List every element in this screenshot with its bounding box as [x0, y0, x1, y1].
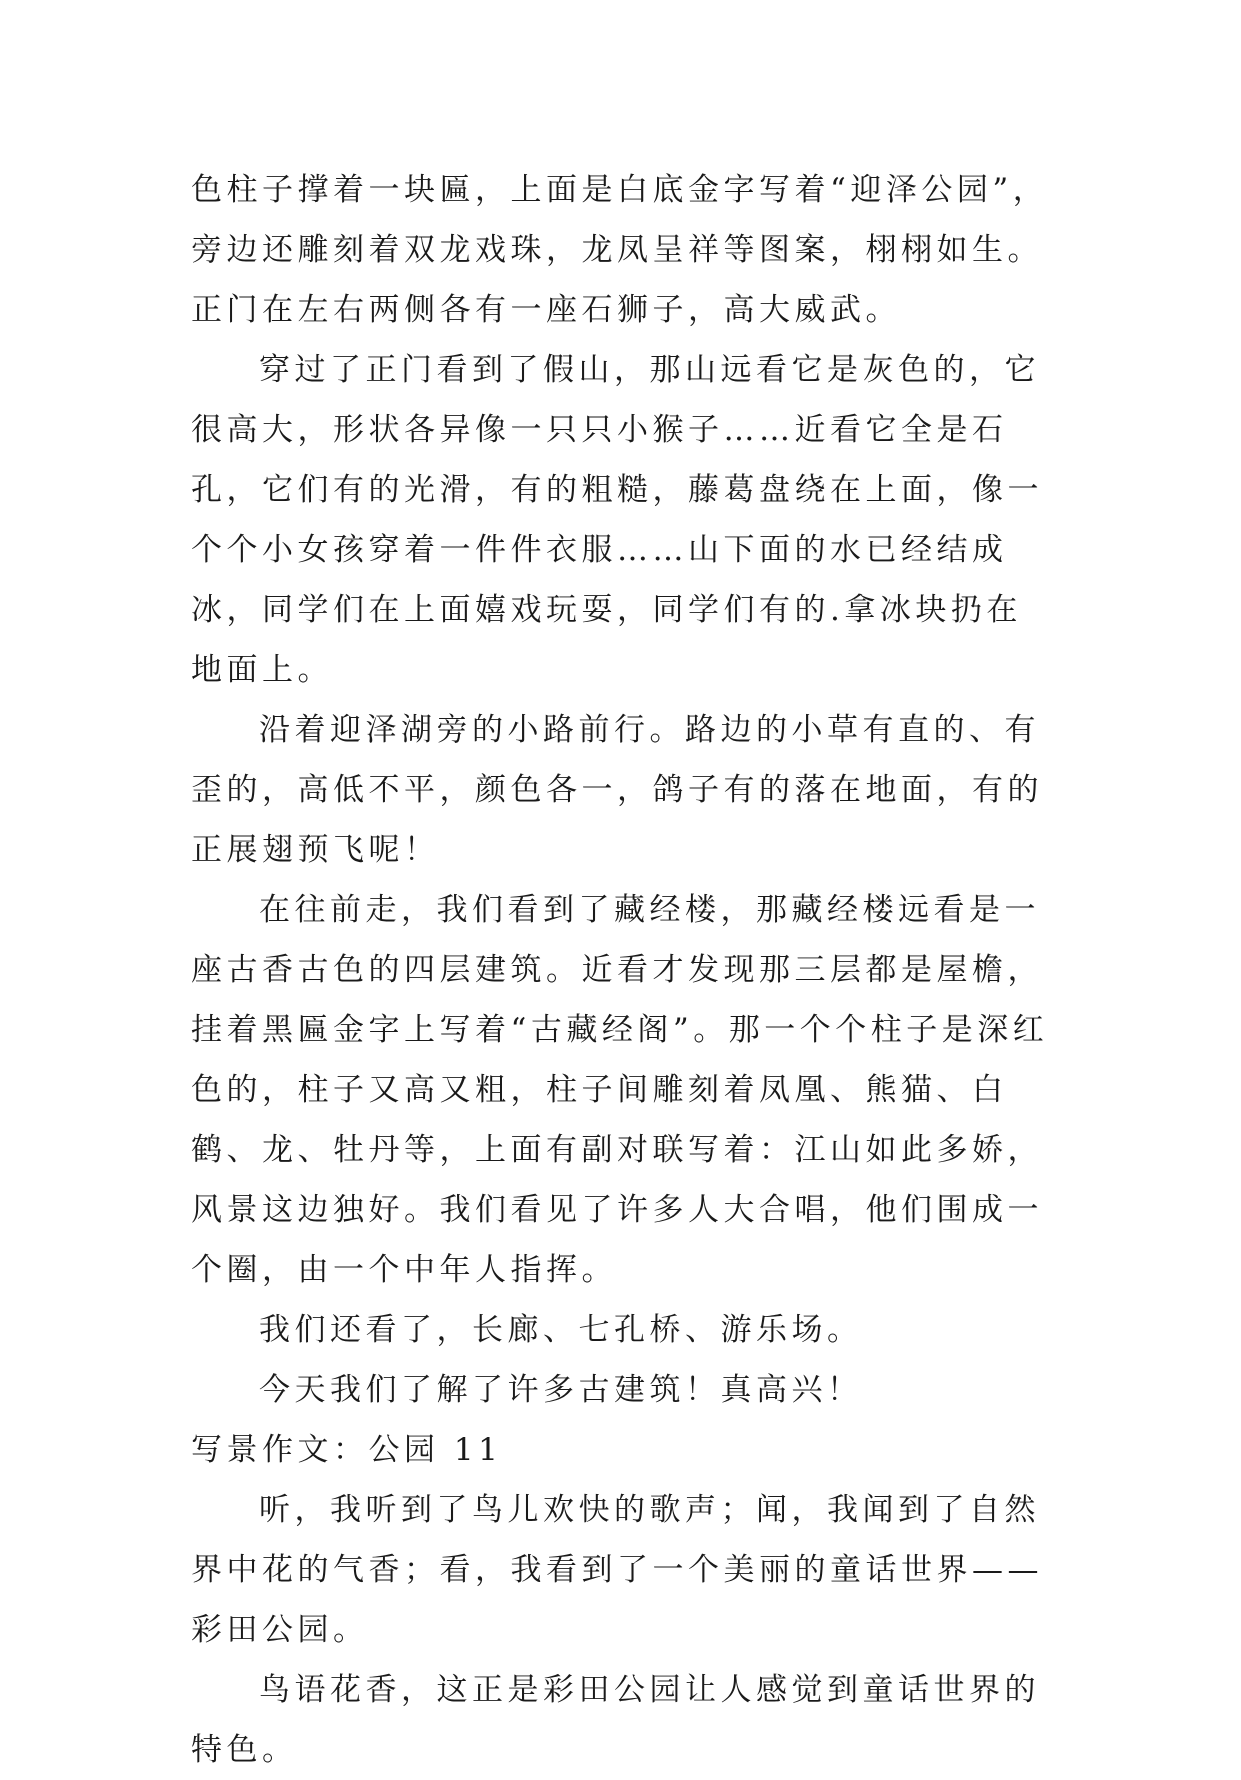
- paragraph-feature: 鸟语花香，这正是彩田公园让人感觉到童话世界的特色。: [191, 1672, 1040, 1768]
- paragraph-gate-description: 色柱子撑着一块匾，上面是白底金字写着“迎泽公园”，旁边还雕刻着双龙戏珠，龙凤呈祥等图案，栩栩如生。正门在左右两侧各有一座石狮子，高大威武。: [191, 172, 1049, 328]
- paragraph-rockery: 穿过了正门看到了假山，那山远看它是灰色的，它很高大，形状各异像一只只小猴子……近看它全是石孔，它们有的光滑，有的粗糙，藤葛盘绕在上面，像一个个小女孩穿着一件件衣服……山下面的水已经结成冰，同学们在上面嬉戏玩耍，同学们有的.拿冰块扔在地面上。: [191, 352, 1043, 688]
- paragraph-sutra-pavilion: 在往前走，我们看到了藏经楼，那藏经楼远看是一座古香古色的四层建筑。近看才发现那三层都是屋檐，挂着黑匾金字上写着“古藏经阁”。那一个个柱子是深红色的，柱子又高又粗，柱子间雕刻着凤凰、熊猫、白鹤、龙、牡丹等，上面有副对联写着：江山如此多娇，风景这边独好。我们看见了许多人大合唱，他们围成一个圈，由一个中年人指挥。: [191, 892, 1049, 1288]
- document-body: [191, 160, 1051, 1780]
- paragraph-lake-path: 沿着迎泽湖旁的小路前行。路边的小草有直的、有歪的，高低不平，颜色各一，鸽子有的落在地面，有的正展翅预飞呢！: [191, 712, 1043, 868]
- paragraph-senses: 听，我听到了鸟儿欢快的歌声；闻，我闻到了自然界中花的气香；看，我看到了一个美丽的童话世界——彩田公园。: [191, 1492, 1043, 1648]
- paragraph-conclusion: 今天我们了解了许多古建筑！真高兴！: [259, 1372, 863, 1408]
- section-title: 写景作文：公园 11: [191, 1432, 503, 1468]
- paragraph-other-sights: 我们还看了，长廊、七孔桥、游乐场。: [259, 1312, 863, 1348]
